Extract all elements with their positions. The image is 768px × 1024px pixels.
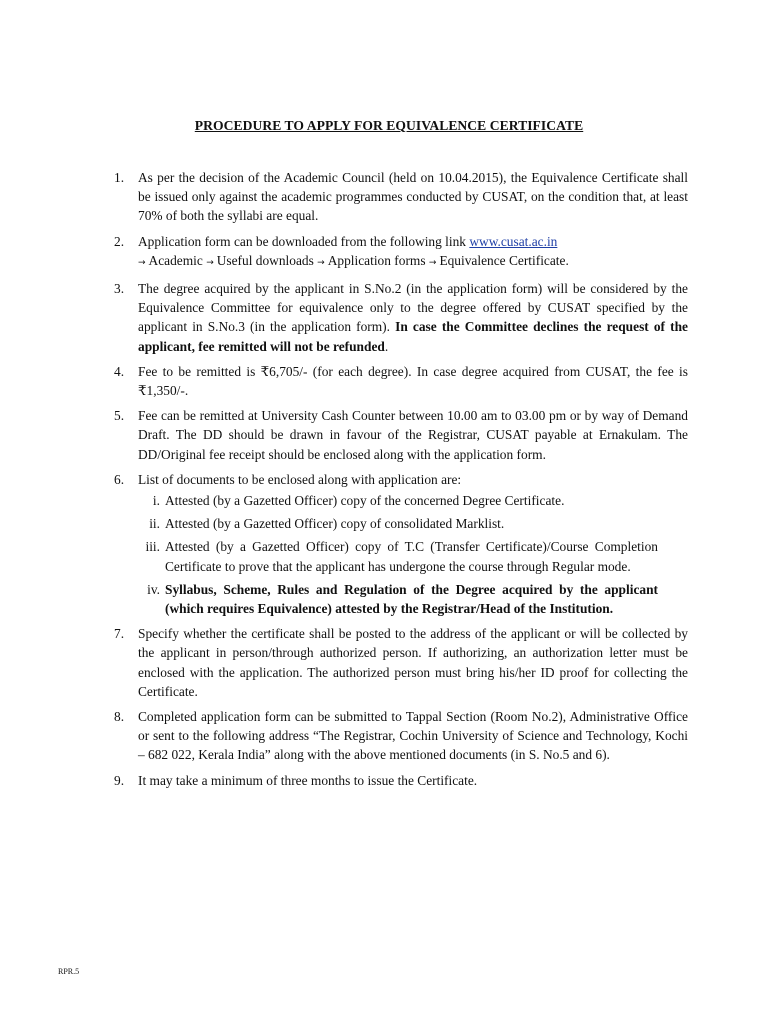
list-item [114, 624, 688, 701]
arrow-right-icon: → [138, 257, 146, 268]
item-text: Fee can be remitted at University Cash Counter between 10.00 am to 03.00 pm or by way of Demand Draft. The DD should be drawn in favour of the Registrar, CUSAT payable at Ernakulam. The DD/Original fee receipt should be enclosed along with the application form. [138, 408, 688, 462]
list-item [114, 362, 688, 400]
list-item [114, 168, 688, 226]
item-text: As per the decision of the Academic Council (held on 10.04.2015), the Equivalence Certificate shall be issued only against the academic programmes conducted by CUSAT, on the condition that, at least 70% of both the syllabi are equal. [138, 170, 688, 224]
arrow-right-icon: → [428, 257, 437, 268]
sub-item-number: iii. [145, 539, 160, 555]
item-number: 6. [114, 471, 125, 487]
sub-list-item [138, 514, 658, 533]
item-number: 4. [114, 363, 125, 379]
sub-item-text: Syllabus, Scheme, Rules and Regulation of the Degree acquired by the applicant (which requires Equivalence) attested by the Registrar/Head of the Institution. [165, 581, 658, 617]
item-text: Application form can be downloaded from the following link [138, 233, 466, 249]
list-item [114, 232, 688, 273]
sub-item-number: iv. [147, 581, 160, 597]
sub-item-text: Attested (by a Gazetted Officer) copy of consolidated Marklist. [165, 516, 505, 532]
nav-path-step: Academic [148, 252, 203, 268]
item-text: List of documents to be enclosed along with application are: [138, 471, 462, 487]
item-number: 2. [114, 233, 125, 249]
item-number: 3. [114, 281, 125, 297]
documents-sublist [138, 491, 688, 618]
list-item [114, 406, 688, 464]
sub-list-item [138, 491, 658, 510]
nav-path-step: Application forms [327, 252, 426, 268]
sub-list-item [138, 580, 658, 618]
footer-code: RPR.5 [58, 967, 80, 976]
item-number: 9. [114, 772, 125, 788]
item-number: 5. [114, 408, 125, 424]
list-item [114, 470, 688, 618]
list-item [114, 771, 688, 790]
refund-warning: In case the Committee declines the request of the applicant, fee remitted will not be refunded [138, 319, 688, 354]
nav-path-step: Useful downloads [216, 252, 314, 268]
sub-item-text: Attested (by a Gazetted Officer) copy of the concerned Degree Certificate. [165, 493, 565, 509]
item-number: 1. [114, 170, 125, 185]
item-text: It may take a minimum of three months to issue the Certificate. [138, 772, 478, 788]
arrow-right-icon: → [206, 257, 214, 268]
list-item [114, 707, 688, 765]
sub-item-text: Attested (by a Gazetted Officer) copy of T.C (Transfer Certificate)/Course Completion Certificate to prove that the applicant has undergone the course through Regular mode. [165, 539, 658, 574]
sub-list-item [138, 537, 658, 575]
item-text: The degree acquired by the applicant in S.No.2 (in the application form) will be considered by the Equivalence Committee for equivalence only to the degree offered by CUSAT specified by the applicant in S.No.3 (in the application form). [138, 281, 688, 335]
procedure-list [114, 168, 688, 796]
sub-item-number: i. [152, 493, 160, 509]
cusat-website-link[interactable]: www.cusat.ac.in [469, 233, 558, 249]
item-text: Completed application form can be submitted to Tappal Section (Room No.2), Administrative Office or sent to the following address “The Registrar, Cochin University of Science and Technology, Kochi – 682 022, Kerala India” along with the above mentioned documents (in S. No.5 and 6). [138, 709, 688, 763]
item-text: Specify whether the certificate shall be posted to the address of the applicant or will be collected by the applicant in person/through authorized person. If authorizing, an authorization letter must be enclosed with the application. The authorized person must bring his/her ID proof for collecting the Certificate. [138, 626, 688, 699]
arrow-right-icon: → [317, 257, 325, 268]
item-number: 8. [114, 709, 125, 725]
nav-path-step: Equivalence Certificate. [439, 252, 569, 268]
sub-item-number: ii. [149, 516, 160, 532]
item-text-tail: . [384, 338, 389, 354]
list-item [114, 279, 688, 356]
item-text: Fee to be remitted is ₹6,705/- (for each degree). In case degree acquired from CUSAT, the fee is ₹1,350/-. [138, 363, 688, 399]
item-number: 7. [114, 626, 125, 642]
page-title: PROCEDURE TO APPLY FOR EQUIVALENCE CERTIFICATE [194, 118, 584, 133]
